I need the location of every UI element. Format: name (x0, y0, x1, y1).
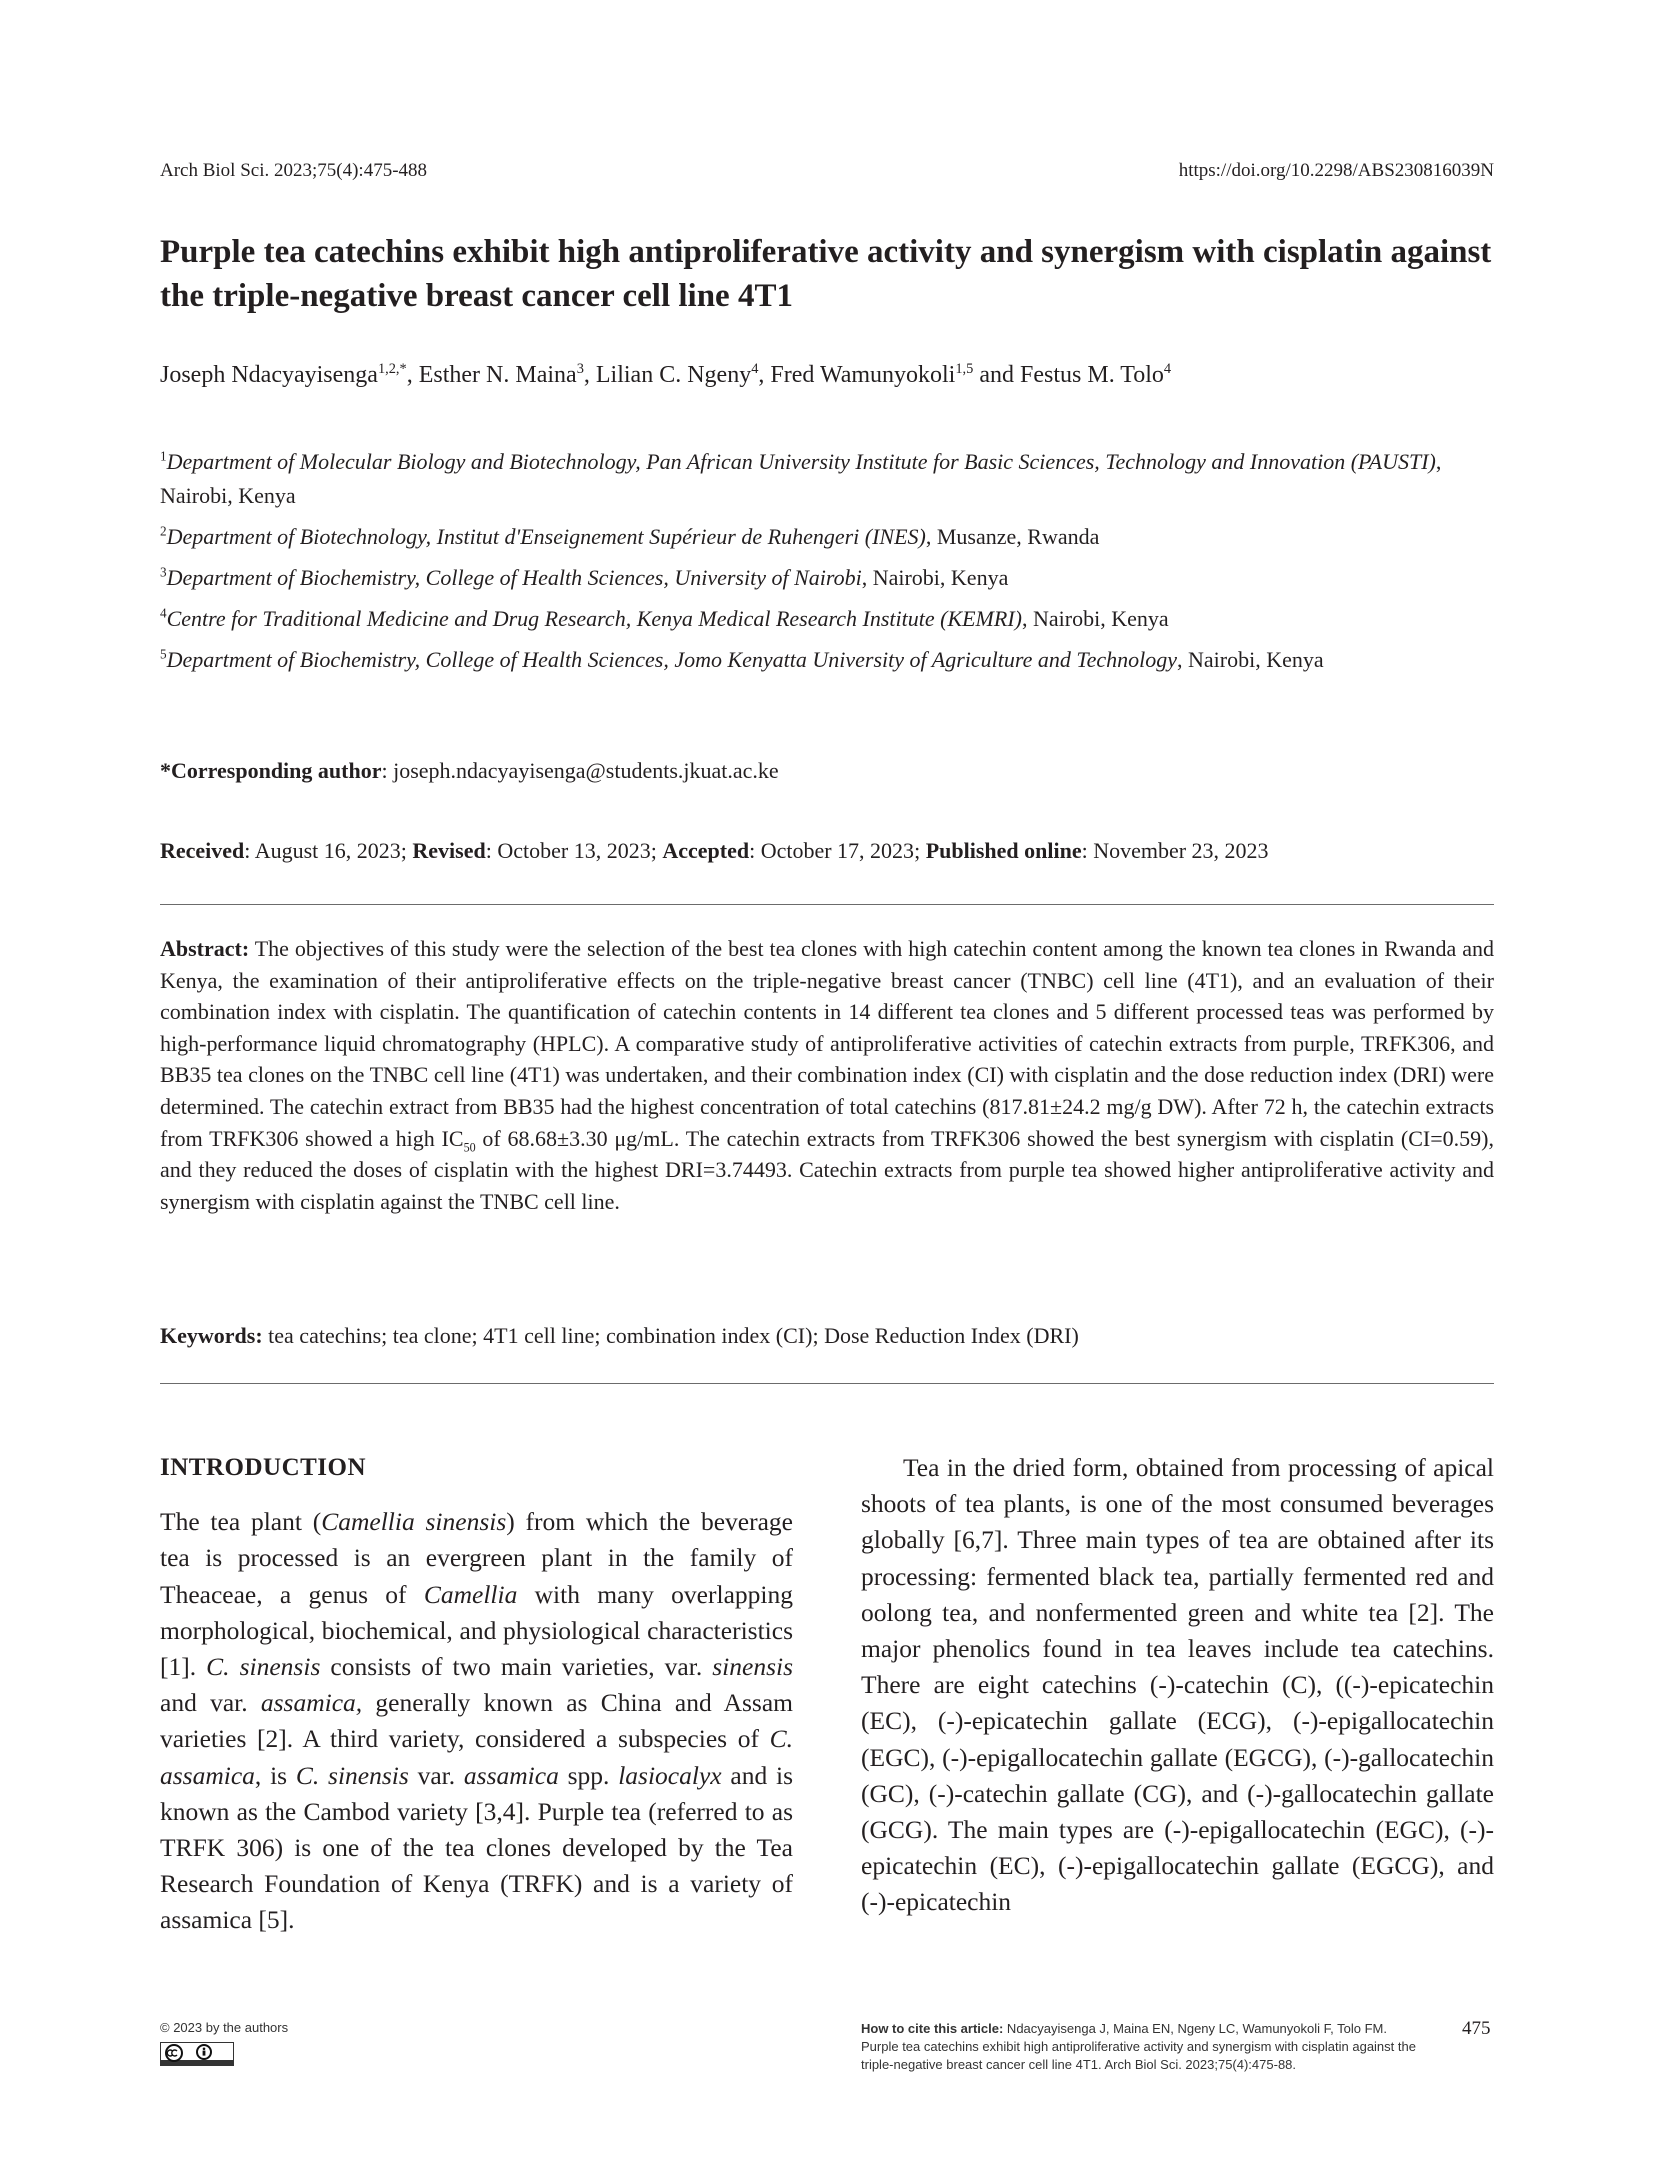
corresponding-author: *Corresponding author: joseph.ndacyayisenga@students.jkuat.ac.ke (160, 758, 779, 783)
text-run: spp. (558, 1760, 619, 1790)
doi-link[interactable]: https://doi.org/10.2298/ABS230816039N (1178, 160, 1494, 181)
author: Esther N. Maina$^3$, (418, 361, 596, 388)
author: Lilian C. Ngeny$^4$, (595, 361, 771, 388)
affiliation: $^3$Department of Biochemistry, College of Health Sciences, University of Nairobi, Nairobi, Kenya (160, 564, 1009, 590)
italic-term: Camellia sinensis (321, 1507, 507, 1537)
publication-dates: Received: August 16, 2023; Revised: October 13, 2023; Accepted: October 17, 2023; Published online: November 23, 2023 (160, 838, 1269, 863)
text-run: , is (254, 1760, 296, 1790)
affiliation: $^4$Centre for Traditional Medicine and Drug Research, Kenya Medical Research Institute (KEMRI), Nairobi, Kenya (160, 605, 1169, 631)
text-run: var. (408, 1760, 464, 1790)
italic-term: sinensis (712, 1652, 794, 1682)
abstract: Abstract: The objectives of this study were the selection of the best tea clones with high catechin content among the known tea clones in Rwanda and Kenya, the examination of their antiproliferative effects on the triple-negative breast cancer (TNBC) cell line (4T1), and an evaluation of their combination index with cisplatin. The quantification of catechin contents in 14 different tea clones and 5 different processed teas was performed by high-performance liquid chromatography (HPLC). A comparative study of antiproliferative activities of catechin extracts from purple, TRFK306, and BB35 tea clones on the TNBC cell line (4T1) was undertaken, and their combination index (CI) with cisplatin and the dose reduction index (DRI) were determined. The catechin extract from BB35 had the highest concentration of total catechins (817.81±24.2 mg/g DW). After 72 h, the catechin extracts from TRFK306 showed a high $IC_{50}$ of 68.68±3.30 μg/mL. The catechin extracts from TRFK306 showed the best synergism with cisplatin (CI=0.59), and they reduced the doses of cisplatin with the highest DRI=3.74493. Catechin extracts from purple tea showed higher antiproliferative activity and synergism with cisplatin against the TNBC cell line. (160, 936, 1494, 1214)
text-run: The tea plant ( (160, 1507, 322, 1537)
keywords: Keywords: tea catechins; tea clone; 4T1 cell line; combination index (CI); Dose Reduction Index (DRI) (160, 1323, 1079, 1348)
article-title: Purple tea catechins exhibit high antiproliferative activity and synergism with cisplatin against the triple-negative breast cancer cell line 4T1 (160, 234, 1492, 314)
how-to-cite: How to cite this article: Ndacyayisenga J, Maina EN, Ngeny LC, Wamunyokoli F, Tolo FM. Purple tea catechins exhibit high antiproliferative activity and synergism with cisplatin against the triple-negative breast cancer cell line 4T1. Arch Biol Sci. 2023;75(4):475-88. (861, 2021, 1416, 2072)
divider-bottom (160, 1383, 1494, 1384)
intro-paragraph-2: Tea in the dried form, obtained from processing of apical shoots of tea plants, is one of the most consumed beverages globally [6,7]. Three main types of tea are obtained after its processing: fermented black tea, partially fermented red and oolong tea, and nonfermented green and white tea [2]. The major phenolics found in tea leaves include tea catechins. There are eight catechins (-)-catechin (C), ((-)-epicatechin (EC), (-)-epicatechin gallate (ECG), (-)-epigallocatechin (EGC), (-)-epigallocatechin gallate (EGCG), (-)-gallocatechin (GC), (-)-catechin gallate (CG), and (-)-gallocatechin gallate (GCG). The main types are (-)-epigallocatechin (EGC), (-)-epicatechin (EC), (-)-epigallocatechin gallate (EGCG), and (-)-epicatechin (861, 1453, 1494, 1917)
italic-term: C. assamica (160, 1724, 793, 1790)
intro-paragraph-1 (160, 1504, 793, 1938)
text-run: and is known as the Cambod variety [3,4]. Purple tea (referred to as TRFK 306) is one of the tea clones developed by the Tea Research Foundation of Kenya (TRFK) and is a variety of assamica [5]. (160, 1760, 794, 1935)
column-right (861, 1450, 1494, 1921)
corresponding-email[interactable]: joseph.ndacyayisenga@students.jkuat.ac.ke (393, 758, 779, 783)
page-number: 475 (1462, 2018, 1491, 2039)
italic-term: Camellia (423, 1579, 518, 1609)
italic-term: assamica (463, 1760, 559, 1790)
italic-term: C. sinensis (206, 1652, 321, 1682)
affiliation: $^2$Department of Biotechnology, Institut d'Enseignement Supérieur de Ruhengeri (INES), Musanze, Rwanda (160, 523, 1100, 549)
column-left (160, 1450, 793, 1939)
divider-top (160, 904, 1494, 905)
text-run: ) from which the beverage tea is processed is an evergreen plant in the family of Theaceae, a genus of (160, 1507, 793, 1609)
affiliation: $^1$Department of Molecular Biology and Biotechnology, Pan African University Institute for Basic Sciences, Technology and Innovation (PAUSTI), Nairobi, Kenya (160, 448, 1442, 508)
journal-citation: Arch Biol Sci. 2023;75(4):475-488 (160, 160, 428, 181)
text-run: and var. (160, 1688, 261, 1718)
author: Festus M. Tolo$^4$ (1020, 361, 1172, 388)
section-heading: INTRODUCTION (160, 1454, 367, 1481)
italic-term: assamica, (260, 1688, 363, 1718)
italic-term: lasiocalyx (618, 1760, 722, 1790)
affiliation: $^5$Department of Biochemistry, College of Health Sciences, Jomo Kenyatta University of Agriculture and Technology, Nairobi, Kenya (160, 646, 1324, 672)
text-run: consists of two main varieties, var. (320, 1652, 713, 1682)
text-run: with many overlapping morphological, biochemical, and physiological characteristics [1]. (160, 1579, 793, 1682)
author-list (160, 362, 1500, 389)
italic-term: C. sinensis (295, 1760, 409, 1790)
author: Joseph Ndacyayisenga$^{1,2,*}$, (160, 361, 419, 388)
cc-by-icon (160, 2042, 234, 2066)
copyright-notice: © 2023 by the authors (160, 2020, 289, 2035)
text-run: generally known as China and Assam varieties [2]. A third variety, considered a subspecies of (160, 1688, 793, 1754)
author: Fred Wamunyokoli$^{1,5}$ and (770, 361, 1021, 388)
affiliation-list (160, 445, 1500, 684)
